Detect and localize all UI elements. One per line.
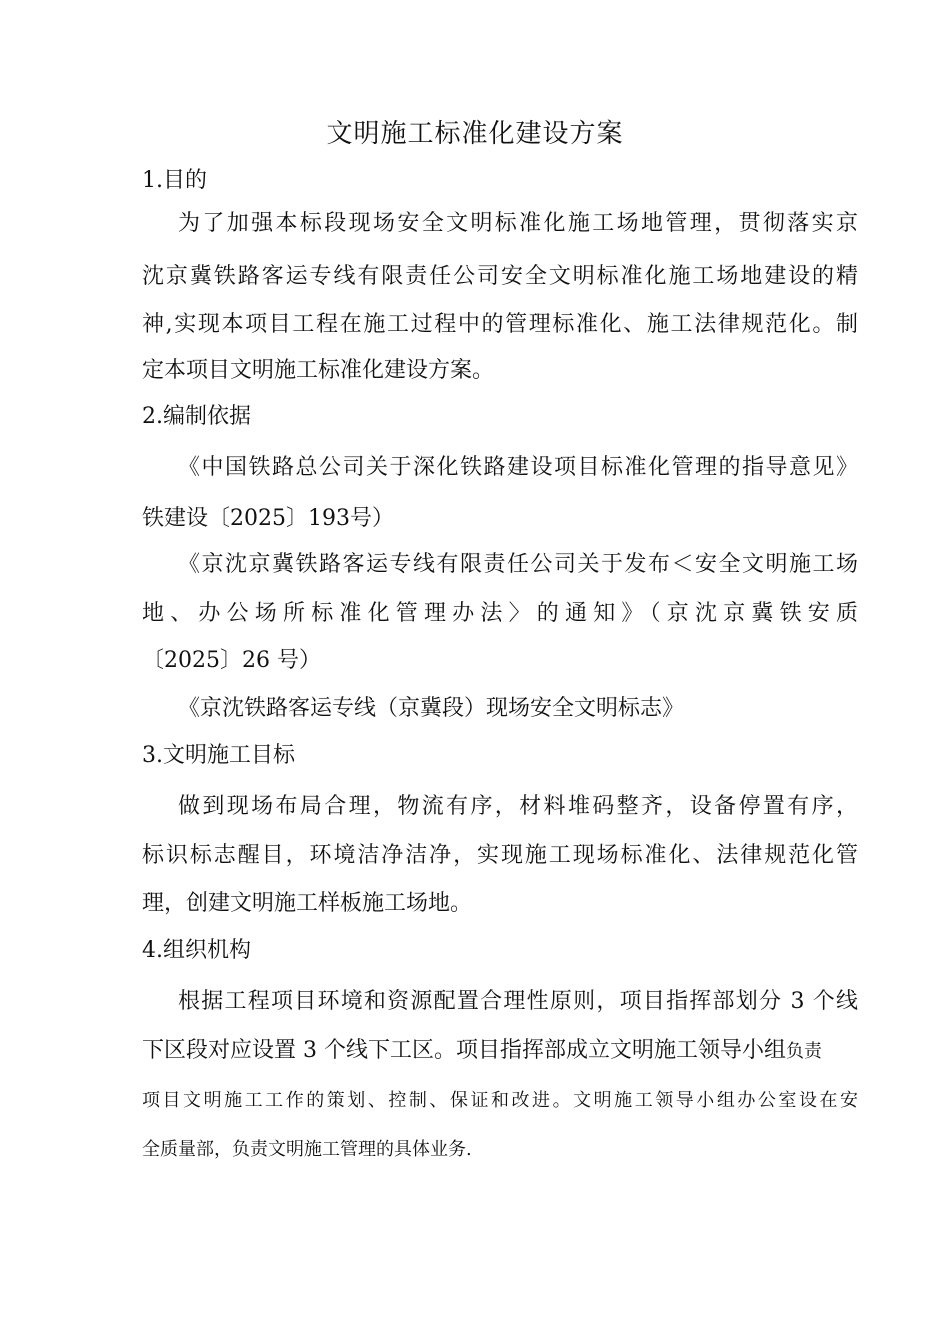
paragraph-line: 做到现场布局合理，物流有序，材料堆码整齐，设备停置有序， bbox=[178, 794, 858, 819]
paragraph-line: 为了加强本标段现场安全文明标准化施工场地管理，贯彻落实京 bbox=[178, 211, 858, 236]
paragraph-line: 全质量部，负责文明施工管理的具体业务. bbox=[142, 1139, 472, 1160]
reference-line: 《中国铁路总公司关于深化铁路建设项目标准化管理的指导意见》 bbox=[178, 455, 858, 480]
reference-line: 《京沈京冀铁路客运专线有限责任公司关于发布＜安全文明施工场 bbox=[178, 552, 858, 577]
section-heading-goals: 3.文明施工目标 bbox=[142, 743, 295, 768]
paragraph-line: 项目文明施工工作的策划、控制、保证和改进。文明施工领导小组办公室设在安 bbox=[142, 1090, 858, 1111]
reference-line: 〔2025〕26 号） bbox=[142, 648, 321, 673]
document-title: 文明施工标准化建设方案 bbox=[326, 119, 624, 149]
reference-line: 地、办公场所标准化管理办法〉的通知》（京沈京冀铁安质 bbox=[142, 601, 858, 626]
section-heading-basis: 2.编制依据 bbox=[142, 404, 251, 429]
paragraph-line: 根据工程项目环境和资源配置合理性原则，项目指挥部划分 3 个线 bbox=[178, 989, 858, 1014]
paragraph-line: 理，创建文明施工样板施工场地。 bbox=[142, 891, 473, 916]
section-heading-purpose: 1.目的 bbox=[142, 168, 207, 193]
paragraph-line: 沈京冀铁路客运专线有限责任公司安全文明标准化施工场地建设的精 bbox=[142, 264, 858, 289]
reference-line: 铁建设〔2025〕193号） bbox=[142, 506, 394, 531]
section-heading-organization: 4.组织机构 bbox=[142, 938, 251, 963]
reference-line: 《京沈铁路客运专线（京冀段）现场安全文明标志》 bbox=[178, 696, 685, 721]
paragraph-line: 标识标志醒目，环境洁净洁净，实现施工现场标准化、法律规范化管 bbox=[142, 843, 858, 868]
paragraph-line: 神,实现本项目工程在施工过程中的管理标准化、施工法律规范化。制 bbox=[142, 312, 858, 337]
paragraph-line-main: 下区段对应设置 3 个线下工区。项目指挥部成立文明施工领导小组 bbox=[142, 1038, 786, 1063]
paragraph-line-small: 负责 bbox=[786, 1041, 822, 1062]
paragraph-line bbox=[142, 1033, 822, 1070]
paragraph-line: 定本项目文明施工标准化建设方案。 bbox=[142, 358, 495, 383]
